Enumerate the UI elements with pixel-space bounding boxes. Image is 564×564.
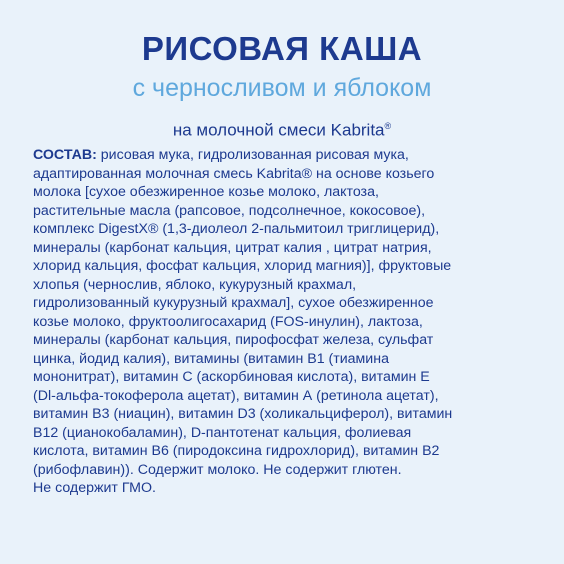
composition-text [33, 146, 543, 498]
product-title: РИСОВАЯ КАША [141, 30, 423, 67]
product-base-line [0, 115, 564, 142]
registered-mark: ® [384, 121, 392, 131]
base-text: на молочной смеси Kabrita [172, 120, 385, 140]
product-subtitle: с черносливом и яблоком [132, 74, 432, 102]
composition-body: рисовая мука, гидролизованная рисовая мука, адаптированная молочная смесь Kabrita® на основе козьего молока [сухое обезжиренное козье молоко, лактоза, растительные масла (рапсовое, подсолнечное, кокосовое), комплекс DigestX® (1,3-диолеол 2-пальмитоил триглицерид), минералы (карбонат кальция, цитрат калия , цитрат натрия, хлорид кальция, фосфат кальция, хлорид магния)], фруктовые хлопья (чернослив, яблоко, кукурузный крахмал, гидролизованный кукурузный крахмал], сухое обезжиренное козье молоко, фруктоолигосахарид (FOS-инулин), лактоза, минералы (карбонат кальция, пирофосфат железа, сульфат цинка, йодид калия), витамины (витамин В1 (тиамина мононитрат), витамин С (аскорбиновая кислота), витамин Е (Dl-альфа-токоферола ацетат), витамин А (ретинола ацетат), витамин В3 (ниацин), витамин D3 (холикальциферол), витамин В12 (цианокобаламин), D-пантотенат кальция, фолиевая кислота, витамин В6 (пиродоксина гидрохлорид), витамин В2 (рибофлавин)). Содержит молоко. Не содержит глютен. Не содержит ГМО. [33, 147, 453, 496]
product-header [0, 30, 564, 142]
composition-label: СОСТАВ: [33, 147, 97, 163]
